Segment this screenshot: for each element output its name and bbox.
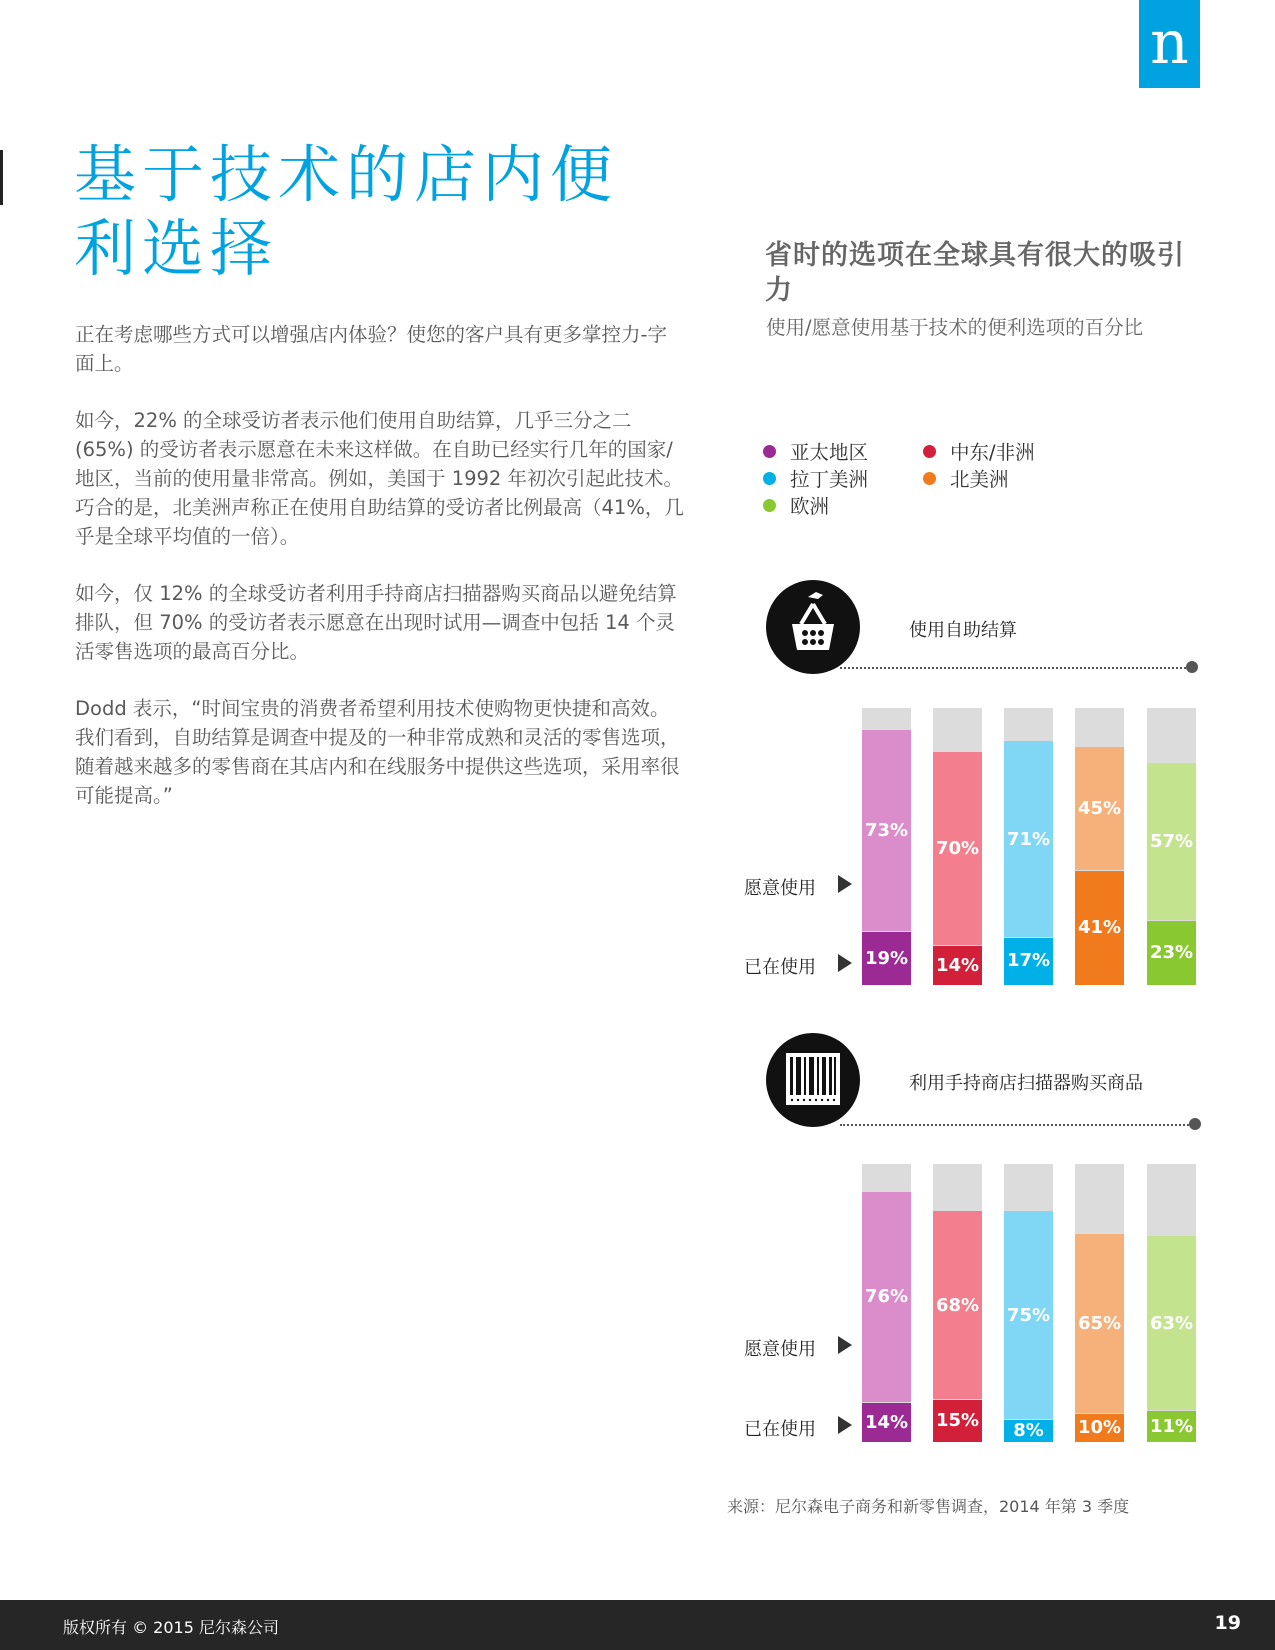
legend-dot-apac (763, 445, 776, 458)
data-label-using: 23% (1149, 942, 1194, 964)
paragraph-quote: Dodd 表示，“时间宝贵的消费者希望利用技术使购物更快捷和高效。我们看到，自助结算是调查中提及的一种非常成熟和灵活的零售选项，随着越来越多的零售商在其店内和在线服务中提供这些选项，采用率很可能提高。” (75, 697, 680, 807)
chart-subtitle: 使用/愿意使用基于技术的便利选项的百分比 (766, 316, 1144, 339)
data-label-using: 8% (1013, 1419, 1044, 1441)
page-number: 19 (1214, 1612, 1241, 1634)
bar-apac (862, 708, 911, 985)
data-label-willing: 65% (1077, 1312, 1122, 1334)
data-label-using: 15% (935, 1410, 980, 1432)
barcode-icon (766, 1033, 860, 1127)
page-title: 基于技术的店内便利选择 (74, 138, 619, 285)
data-label-willing: 75% (1006, 1304, 1051, 1326)
data-label-using: 10% (1077, 1417, 1122, 1439)
data-label-using: 14% (864, 1411, 909, 1433)
bar-latam (1004, 1164, 1053, 1442)
nielsen-logo: n (1139, 0, 1200, 88)
data-label-willing: 63% (1149, 1312, 1194, 1334)
data-label-using: 19% (864, 947, 909, 969)
source-note: 来源：尼尔森电子商务和新零售调查，2014 年第 3 季度 (727, 1497, 1130, 1516)
chart-1-label-willing: 愿意使用 (744, 878, 816, 899)
paragraph-self-checkout: 如今，22% 的全球受访者表示他们使用自助结算，几乎三分之二 (65%) 的受访者表示愿意在未来这样做。在自助已经实行几年的国家/地区，当前的使用量非常高。例如，美国于 1992 年初次引起此技术。巧合的是，北美洲声称正在使用自助结算的受访者比例最高（41%，几乎是全球平均值的一倍）。 (75, 409, 684, 548)
chart-2-divider-end (1189, 1118, 1201, 1130)
data-label-willing: 70% (935, 838, 980, 860)
data-label-willing: 71% (1006, 828, 1051, 850)
data-label-willing: 68% (935, 1294, 980, 1316)
chart-1-arrow-willing (838, 875, 852, 893)
legend-dot-europe (763, 499, 776, 512)
legend-item-europe: 欧洲 (763, 494, 829, 520)
footer-copyright: 版权所有 © 2015 尼尔森公司 (63, 1618, 279, 1637)
bar-apac (862, 1164, 911, 1442)
legend-item-mea: 中东/非洲 (923, 440, 1035, 466)
chart-1-arrow-using (838, 954, 852, 972)
data-label-using: 17% (1006, 950, 1051, 972)
data-label-using: 14% (935, 954, 980, 976)
footer (0, 1600, 1275, 1650)
chart-2-arrow-using (838, 1416, 852, 1434)
chart-2-label-using: 已在使用 (744, 1419, 816, 1440)
chart-2-arrow-willing (838, 1336, 852, 1354)
body-text (75, 320, 685, 838)
chart-2-divider (840, 1124, 1192, 1126)
chart-1-divider-end (1186, 661, 1198, 673)
chart-1-divider (840, 667, 1190, 669)
chart-2-title: 利用手持商店扫描器购买商品 (909, 1073, 1143, 1094)
bar-mea (933, 708, 982, 985)
margin-rule (0, 150, 3, 205)
legend-dot-mea (923, 445, 936, 458)
chart-1-title: 使用自助结算 (909, 620, 1017, 641)
legend-item-latam: 拉丁美洲 (763, 467, 868, 493)
data-label-willing: 57% (1149, 831, 1194, 853)
data-label-using: 41% (1077, 917, 1122, 939)
bar-mea (933, 1164, 982, 1442)
bar-na (1075, 708, 1124, 985)
bar-europe (1147, 708, 1196, 985)
bar-europe (1147, 1164, 1196, 1442)
chart-2-label-willing: 愿意使用 (744, 1339, 816, 1360)
legend-dot-latam (763, 472, 776, 485)
legend-item-apac: 亚太地区 (763, 440, 868, 466)
chart-title: 省时的选项在全球具有很大的吸引力 (765, 240, 1185, 306)
paragraph-intro: 正在考虑哪些方式可以增强店内体验？使您的客户具有更多掌控力-字面上。 (75, 323, 668, 375)
bar-latam (1004, 708, 1053, 985)
legend-item-na: 北美洲 (923, 467, 1009, 493)
legend-dot-na (923, 472, 936, 485)
shopping-basket-icon (766, 580, 860, 674)
bar-na (1075, 1164, 1124, 1442)
data-label-willing: 76% (864, 1286, 909, 1308)
data-label-willing: 73% (864, 820, 909, 842)
paragraph-scanner: 如今，仅 12% 的全球受访者利用手持商店扫描器购买商品以避免结算排队，但 70% 的受访者表示愿意在出现时试用—调查中包括 14 个灵活零售选项的最高百分比。 (75, 582, 677, 663)
chart-1-label-using: 已在使用 (744, 957, 816, 978)
data-label-willing: 45% (1077, 798, 1122, 820)
data-label-using: 11% (1149, 1415, 1194, 1437)
